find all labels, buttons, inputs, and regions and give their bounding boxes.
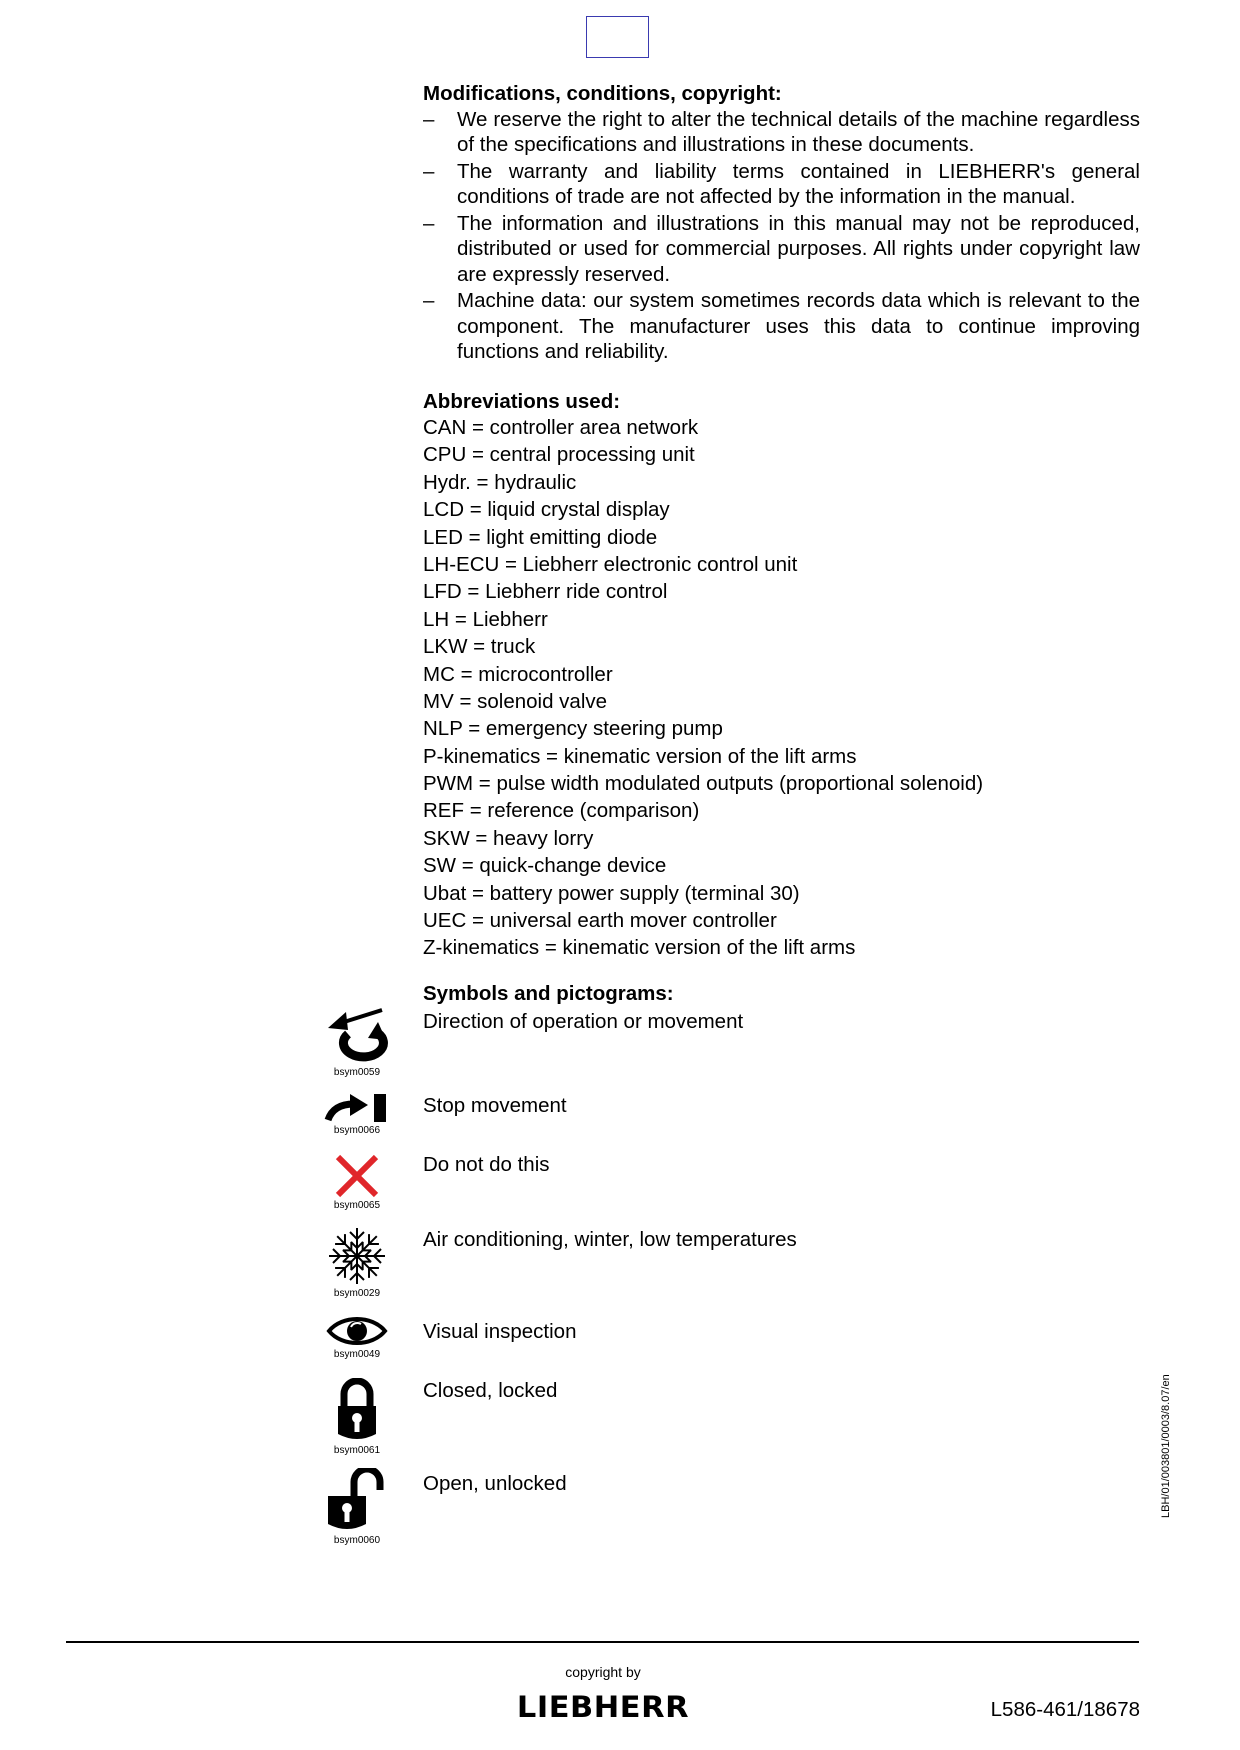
symbol-code: bsym0061: [333, 1445, 381, 1456]
abbreviations-heading: Abbreviations used:: [423, 389, 621, 413]
header-box: [586, 16, 649, 58]
list-item: MC = microcontroller: [423, 662, 613, 686]
symbol-do-not: [320, 1153, 394, 1211]
modifications-list: [423, 107, 1140, 365]
symbol-snowflake: [320, 1225, 394, 1299]
list-item: CPU = central processing unit: [423, 443, 695, 467]
footer-divider: [66, 1641, 1139, 1643]
padlock-open-icon: [324, 1468, 390, 1534]
symbol-unlocked: [320, 1468, 394, 1546]
list-item: CAN = controller area network: [423, 416, 699, 439]
list-item: – Machine data: our system sometimes records data which is relevant to the component. The manufacturer uses this data to continue improving functions and reliability.: [423, 289, 1140, 363]
list-item: Z-kinematics = kinematic version of the lift arms: [423, 936, 856, 960]
list-item: REF = reference (comparison): [423, 799, 700, 823]
list-item: LH-ECU = Liebherr electronic control unit: [423, 552, 798, 576]
list-item: Ubat = battery power supply (terminal 30): [423, 881, 800, 905]
list-item: UEC = universal earth mover controller: [423, 909, 777, 933]
list-item: – We reserve the right to alter the technical details of the machine regardless of the specifications and illustrations in these documents.: [423, 107, 1140, 156]
symbol-label: Stop movement: [423, 1094, 567, 1117]
symbol-locked: [320, 1378, 394, 1456]
symbol-label: Visual inspection: [423, 1320, 577, 1343]
snowflake-icon: [326, 1225, 388, 1287]
document-code: LBH/01/003801/0003/8.07/en: [1160, 1374, 1172, 1518]
symbol-code: bsym0060: [333, 1535, 381, 1546]
list-item: LFD = Liebherr ride control: [423, 580, 668, 604]
eye-icon: [326, 1314, 388, 1348]
list-item: SKW = heavy lorry: [423, 826, 594, 850]
list-item: NLP = emergency steering pump: [423, 717, 723, 741]
copyright-text: copyright by: [565, 1664, 641, 1680]
symbol-label: Direction of operation or movement: [423, 1010, 744, 1033]
symbol-code: bsym0059: [333, 1067, 381, 1078]
list-item: LH = Liebherr: [423, 607, 548, 631]
symbol-label: Closed, locked: [423, 1379, 558, 1402]
symbol-label: Do not do this: [423, 1153, 550, 1176]
list-item: P-kinematics = kinematic version of the lift arms: [423, 744, 857, 768]
main-content: [423, 81, 1140, 962]
modifications-heading: Modifications, conditions, copyright:: [423, 82, 782, 105]
list-item: SW = quick-change device: [423, 854, 667, 878]
symbol-eye: [320, 1314, 394, 1360]
liebherr-logo: LIEBHERR: [516, 1690, 690, 1724]
list-item: Hydr. = hydraulic: [423, 470, 577, 494]
list-item: LKW = truck: [423, 635, 536, 659]
padlock-closed-icon: [334, 1378, 380, 1444]
list-item: LCD = liquid crystal display: [423, 498, 670, 522]
symbols-heading: Symbols and pictograms:: [423, 982, 674, 1005]
list-item: – The warranty and liability terms contained in LIEBHERR's general conditions of trade are not affected by the information in the manual.: [423, 159, 1140, 208]
abbreviations-list: [423, 414, 1140, 962]
list-item: LED = light emitting diode: [423, 525, 658, 549]
symbol-code: bsym0029: [333, 1288, 381, 1299]
symbol-stop-movement: [320, 1092, 394, 1136]
red-cross-icon: [332, 1153, 382, 1199]
symbol-code: bsym0065: [333, 1200, 381, 1211]
stop-movement-icon: [324, 1092, 390, 1124]
symbol-code: bsym0049: [333, 1349, 381, 1360]
list-item: PWM = pulse width modulated outputs (proportional solenoid): [423, 772, 984, 796]
page-reference: L586-461/18678: [990, 1698, 1140, 1721]
symbol-code: bsym0066: [333, 1125, 381, 1136]
symbol-label: Open, unlocked: [423, 1472, 567, 1495]
abbreviations-section: [423, 389, 1140, 962]
symbol-rotation: [320, 1004, 394, 1078]
list-item: MV = solenoid valve: [423, 689, 608, 713]
rotation-arrow-icon: [324, 1004, 390, 1066]
list-item: – The information and illustrations in this manual may not be reproduced, distributed or used for commercial purposes. All rights under copyright law are expressly reserved.: [423, 211, 1140, 286]
symbol-label: Air conditioning, winter, low temperatures: [423, 1228, 797, 1251]
